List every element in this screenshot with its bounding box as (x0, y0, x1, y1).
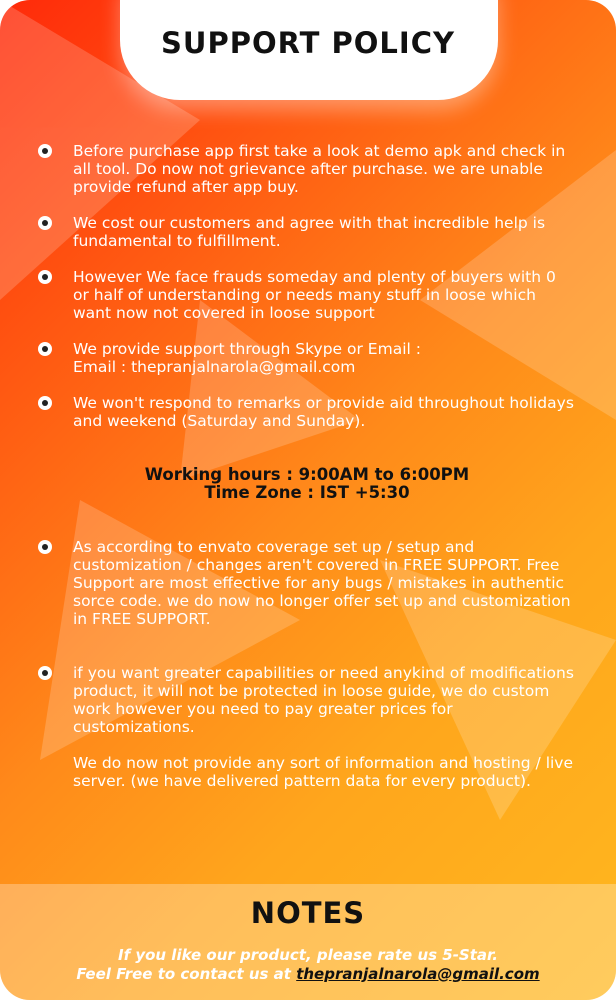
policy-text: We won't respond to remarks or provide aid throughout holidays and weekend (Saturday and Sunday). (73, 394, 574, 430)
time-zone: Time Zone : IST +5:30 (204, 483, 410, 502)
contact-email-link[interactable]: thepranjalnarola@gmail.com (296, 965, 540, 983)
list-item (38, 142, 576, 196)
page-title: SUPPORT POLICY (161, 26, 455, 60)
notes-contact-line (0, 965, 616, 983)
policy-text: As according to envato coverage set up / setup and customization / changes aren't covered in FREE SUPPORT. Free Support are most effective for any bugs / mistakes in authentic sorce code. we do now no longer offer set up and customization in FREE SUPPORT. (73, 538, 571, 628)
working-hours-block (38, 466, 576, 502)
list-item (38, 394, 576, 430)
policy-text: We provide support through Skype or Email : (73, 340, 421, 358)
policy-text: We do now not provide any sort of information and hosting / live server. (we have delivered pattern data for every product). (73, 754, 574, 790)
list-item (38, 214, 576, 250)
bullet-icon (38, 540, 52, 554)
list-item (38, 538, 576, 628)
bullet-icon (38, 342, 52, 356)
policy-text: if you want greater capabilities or need anykind of modifications product, it will not be protected in loose guide, we do custom work however you need to pay greater prices for customizations. (73, 664, 574, 736)
policy-text: However We face frauds someday and plenty of buyers with 0 or half of understanding or needs many stuff in loose which want now not covered in loose support (73, 268, 556, 322)
notes-title: NOTES (250, 896, 366, 930)
bullet-icon (38, 270, 52, 284)
list-item (38, 664, 576, 790)
list-item (38, 340, 576, 376)
bullet-icon (38, 216, 52, 230)
policy-text: Before purchase app first take a look at demo apk and check in all tool. Do now not grievance after purchase. we are unable provide refund after app buy. (73, 142, 566, 196)
working-hours: Working hours : 9:00AM to 6:00PM (144, 465, 470, 484)
policy-list (38, 142, 576, 790)
bullet-icon (38, 666, 52, 680)
notes-contact-text: Feel Free to contact us at (76, 965, 297, 983)
notes-section (0, 884, 616, 1000)
bullet-icon (38, 396, 52, 410)
policy-text: We cost our customers and agree with that incredible help is fundamental to fulfillment. (73, 214, 546, 250)
bullet-icon (38, 144, 52, 158)
support-email-text: Email : thepranjalnarola@gmail.com (73, 358, 356, 376)
list-item (38, 268, 576, 322)
notes-rate-text: If you like our product, please rate us 5-Star. (117, 946, 498, 964)
